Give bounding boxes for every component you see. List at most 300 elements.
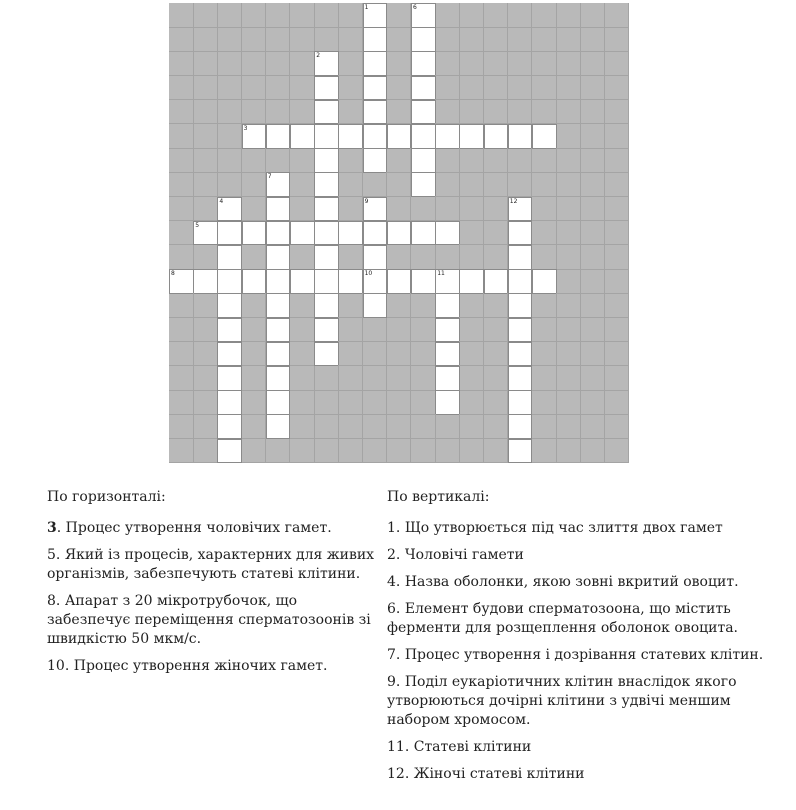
crossword-cell-blocked	[411, 414, 436, 439]
crossword-cell-blocked	[169, 3, 194, 28]
crossword-cell-blocked	[242, 76, 267, 101]
down-clue-2	[387, 546, 787, 565]
crossword-cell-blocked	[508, 148, 533, 173]
crossword-cell-input[interactable]	[314, 100, 339, 125]
crossword-cell-blocked	[314, 27, 339, 52]
crossword-cell-input[interactable]	[242, 221, 267, 246]
crossword-cell-blocked	[387, 414, 412, 439]
crossword-cell-blocked	[484, 3, 509, 28]
crossword-cell-blocked	[242, 318, 267, 343]
crossword-cell-input[interactable]	[314, 342, 339, 367]
crossword-cell-input[interactable]	[217, 197, 242, 222]
crossword-cell-blocked	[363, 318, 388, 343]
crossword-cell-blocked	[217, 51, 242, 76]
crossword-cell-input[interactable]	[266, 342, 291, 367]
crossword-cell-blocked	[532, 100, 557, 125]
crossword-cell-blocked	[532, 76, 557, 101]
crossword-cell-input[interactable]	[363, 76, 388, 101]
crossword-cell-blocked	[169, 27, 194, 52]
clue-number: 10	[47, 658, 65, 674]
crossword-cell-blocked	[290, 100, 315, 125]
crossword-cell-input[interactable]	[363, 51, 388, 76]
crossword-cell-input[interactable]	[411, 76, 436, 101]
down-clues	[387, 488, 787, 792]
down-heading: По вертикалі:	[387, 489, 490, 505]
crossword-cell-blocked	[193, 342, 218, 367]
crossword-cell-blocked	[459, 390, 484, 415]
crossword-cell-blocked	[290, 27, 315, 52]
crossword-cell-blocked	[435, 100, 460, 125]
crossword-cell-blocked	[580, 293, 605, 318]
crossword-cell-blocked	[556, 245, 581, 270]
crossword-cell-input[interactable]	[508, 293, 533, 318]
crossword-cell-blocked	[193, 148, 218, 173]
crossword-cell-input[interactable]	[338, 221, 363, 246]
crossword-cell-blocked	[556, 100, 581, 125]
crossword-cell-input[interactable]	[363, 124, 388, 149]
crossword-cell-blocked	[387, 148, 412, 173]
clue-number: 9	[387, 674, 396, 690]
cell-number-label: 2	[316, 52, 321, 60]
crossword-cell-input[interactable]	[363, 27, 388, 52]
across-clue-10	[47, 657, 377, 676]
crossword-cell-blocked	[338, 293, 363, 318]
crossword-cell-blocked	[290, 148, 315, 173]
crossword-cell-blocked	[338, 100, 363, 125]
crossword-cell-input[interactable]	[508, 245, 533, 270]
across-clue-5	[47, 546, 377, 584]
crossword-cell-input[interactable]	[266, 221, 291, 246]
crossword-cell-blocked	[532, 172, 557, 197]
crossword-cell-blocked	[193, 414, 218, 439]
crossword-cell-input[interactable]	[508, 197, 533, 222]
crossword-cell-input[interactable]	[242, 269, 267, 294]
crossword-cell-input[interactable]	[314, 245, 339, 270]
clue-number: 6	[387, 601, 396, 617]
crossword-cell-blocked	[290, 76, 315, 101]
crossword-cell-input[interactable]	[338, 269, 363, 294]
cell-number-label: 8	[171, 270, 175, 278]
crossword-cell-blocked	[338, 342, 363, 367]
crossword-cell-input[interactable]	[314, 221, 339, 246]
crossword-cell-blocked	[508, 51, 533, 76]
crossword-cell-input[interactable]	[484, 269, 509, 294]
crossword-cell-blocked	[338, 197, 363, 222]
crossword-cell-blocked	[193, 293, 218, 318]
crossword-cell-blocked	[217, 172, 242, 197]
crossword-cell-input[interactable]	[532, 269, 557, 294]
crossword-cell-blocked	[193, 390, 218, 415]
cell-number-label: 12	[509, 197, 518, 205]
crossword-cell-input[interactable]	[266, 318, 291, 343]
crossword-cell-blocked	[411, 390, 436, 415]
cell-number-label: 7	[267, 173, 272, 181]
crossword-cell-blocked	[242, 100, 267, 125]
crossword-cell-blocked	[484, 221, 509, 246]
crossword-cell-input[interactable]	[217, 390, 242, 415]
down-clue-12	[387, 765, 787, 784]
crossword-cell-input[interactable]	[508, 342, 533, 367]
crossword-cell-input[interactable]	[266, 124, 291, 149]
crossword-cell-blocked	[532, 318, 557, 343]
crossword-cell-blocked	[290, 366, 315, 391]
crossword-cell-blocked	[484, 439, 509, 464]
crossword-cell-blocked	[484, 414, 509, 439]
crossword-cell-blocked	[193, 245, 218, 270]
cell-number-label: 1	[364, 4, 369, 11]
crossword-cell-blocked	[532, 221, 557, 246]
crossword-cell-blocked	[169, 439, 194, 464]
down-clue-4	[387, 573, 787, 592]
crossword-cell-blocked	[508, 100, 533, 125]
crossword-cell-blocked	[580, 148, 605, 173]
crossword-cell-blocked	[556, 366, 581, 391]
crossword-cell-blocked	[459, 221, 484, 246]
crossword-cell-input[interactable]	[459, 124, 484, 149]
clue-number: 8	[47, 593, 56, 609]
crossword-cell-blocked	[193, 76, 218, 101]
crossword-cell-blocked	[532, 51, 557, 76]
crossword-cell-blocked	[338, 318, 363, 343]
crossword-cell-blocked	[532, 148, 557, 173]
crossword-cell-blocked	[169, 342, 194, 367]
crossword-cell-blocked	[217, 148, 242, 173]
crossword-cell-blocked	[242, 172, 267, 197]
crossword-cell-blocked	[484, 197, 509, 222]
crossword-cell-input[interactable]	[363, 245, 388, 270]
crossword-cell-blocked	[242, 245, 267, 270]
crossword-cell-blocked	[605, 245, 630, 270]
crossword-cell-input[interactable]	[363, 197, 388, 222]
crossword-cell-input[interactable]	[363, 293, 388, 318]
crossword-cell-input[interactable]	[314, 197, 339, 222]
crossword-cell-blocked	[387, 390, 412, 415]
down-clue-1	[387, 519, 787, 538]
crossword-cell-input[interactable]	[411, 51, 436, 76]
crossword-cell-input[interactable]	[484, 124, 509, 149]
crossword-cell-blocked	[605, 197, 630, 222]
crossword-cell-blocked	[169, 318, 194, 343]
crossword-cell-input[interactable]	[314, 148, 339, 173]
crossword-cell-blocked	[338, 245, 363, 270]
crossword-cell-blocked	[169, 414, 194, 439]
crossword-cell-input[interactable]	[290, 124, 315, 149]
crossword-cell-input[interactable]	[217, 318, 242, 343]
crossword-cell-blocked	[556, 390, 581, 415]
crossword-cell-input[interactable]	[314, 76, 339, 101]
clue-number: 3	[47, 520, 57, 536]
crossword-cell-input[interactable]	[387, 221, 412, 246]
crossword-cell-blocked	[580, 197, 605, 222]
crossword-cell-blocked	[605, 76, 630, 101]
crossword-cell-input[interactable]	[314, 124, 339, 149]
crossword-cell-input[interactable]	[508, 414, 533, 439]
crossword-cell-input[interactable]	[435, 269, 460, 294]
clue-text: . Процес утворення жіночих гамет.	[64, 658, 328, 674]
crossword-cell-blocked	[532, 390, 557, 415]
crossword-cell-input[interactable]	[363, 221, 388, 246]
crossword-cell-blocked	[605, 342, 630, 367]
crossword-cell-input[interactable]	[508, 366, 533, 391]
crossword-cell-input[interactable]	[508, 439, 533, 464]
crossword-cell-blocked	[217, 124, 242, 149]
crossword-cell-input[interactable]	[217, 414, 242, 439]
crossword-cell-input[interactable]	[314, 269, 339, 294]
crossword-cell-input[interactable]	[217, 269, 242, 294]
crossword-cell-blocked	[435, 414, 460, 439]
down-clue-list	[387, 519, 787, 784]
crossword-cell-blocked	[266, 27, 291, 52]
clue-number: 11	[387, 739, 405, 755]
crossword-cell-blocked	[508, 172, 533, 197]
crossword-cell-blocked	[435, 27, 460, 52]
crossword-cell-blocked	[338, 3, 363, 28]
crossword-cell-blocked	[484, 148, 509, 173]
crossword-cell-input[interactable]	[290, 221, 315, 246]
crossword-cell-input[interactable]	[459, 269, 484, 294]
crossword-cell-input[interactable]	[193, 221, 218, 246]
crossword-cell-blocked	[605, 390, 630, 415]
crossword-cell-input[interactable]	[435, 366, 460, 391]
crossword-cell-blocked	[314, 414, 339, 439]
crossword-cell-input[interactable]	[266, 366, 291, 391]
crossword-cell-blocked	[532, 197, 557, 222]
crossword-cell-blocked	[411, 366, 436, 391]
crossword-cell-blocked	[556, 414, 581, 439]
crossword-cell-input[interactable]	[217, 221, 242, 246]
crossword-cell-input[interactable]	[266, 197, 291, 222]
crossword-cell-input[interactable]	[411, 3, 436, 28]
crossword-cell-blocked	[556, 172, 581, 197]
down-clue-7	[387, 646, 787, 665]
crossword-cell-input[interactable]	[242, 124, 267, 149]
crossword-cell-input[interactable]	[266, 172, 291, 197]
crossword-cell-blocked	[484, 318, 509, 343]
crossword-cell-input[interactable]	[532, 124, 557, 149]
crossword-cell-blocked	[605, 366, 630, 391]
crossword-cell-input[interactable]	[435, 342, 460, 367]
crossword-cell-blocked	[290, 245, 315, 270]
crossword-cell-blocked	[363, 342, 388, 367]
crossword-cell-input[interactable]	[193, 269, 218, 294]
crossword-cell-blocked	[459, 342, 484, 367]
crossword-cell-blocked	[290, 197, 315, 222]
crossword-cell-input[interactable]	[314, 318, 339, 343]
crossword-cell-blocked	[508, 27, 533, 52]
crossword-cell-blocked	[169, 197, 194, 222]
crossword-cell-blocked	[459, 76, 484, 101]
crossword-cell-blocked	[484, 293, 509, 318]
crossword-cell-blocked	[435, 148, 460, 173]
crossword-cell-blocked	[556, 51, 581, 76]
cell-number-label: 4	[219, 197, 224, 205]
crossword-cell-blocked	[338, 172, 363, 197]
crossword-cell-input[interactable]	[266, 414, 291, 439]
crossword-cell-blocked	[484, 100, 509, 125]
crossword-cell-input[interactable]	[435, 318, 460, 343]
crossword-cell-blocked	[556, 27, 581, 52]
crossword-cell-input[interactable]	[363, 148, 388, 173]
crossword-cell-input[interactable]	[508, 124, 533, 149]
clue-text: . Поділ еукаріотичних клітин внаслідок якого утворюються дочірні клітини з удвічі меншим набором хромосом.	[387, 674, 737, 728]
crossword-cell-input[interactable]	[314, 293, 339, 318]
crossword-cell-blocked	[459, 197, 484, 222]
crossword-cell-input[interactable]	[363, 3, 388, 28]
crossword-cell-blocked	[605, 269, 630, 294]
crossword-cell-input[interactable]	[387, 124, 412, 149]
crossword-cell-blocked	[193, 3, 218, 28]
crossword-cell-input[interactable]	[435, 390, 460, 415]
crossword-cell-blocked	[193, 197, 218, 222]
clue-text: . Жіночі статеві клітини	[404, 766, 585, 782]
crossword-cell-blocked	[556, 269, 581, 294]
crossword-cell-blocked	[387, 76, 412, 101]
cell-number-label: 11	[437, 270, 445, 278]
crossword-cell-input[interactable]	[508, 318, 533, 343]
crossword-cell-blocked	[290, 390, 315, 415]
crossword-cell-blocked	[532, 293, 557, 318]
crossword-cell-blocked	[484, 390, 509, 415]
crossword-cell-blocked	[338, 390, 363, 415]
crossword-cell-blocked	[242, 3, 267, 28]
crossword-cell-input[interactable]	[266, 293, 291, 318]
crossword-cell-blocked	[532, 439, 557, 464]
crossword-cell-blocked	[242, 366, 267, 391]
crossword-cell-blocked	[266, 51, 291, 76]
crossword-cell-input[interactable]	[290, 269, 315, 294]
crossword-cell-blocked	[387, 197, 412, 222]
crossword-cell-input[interactable]	[508, 221, 533, 246]
crossword-cell-blocked	[338, 76, 363, 101]
across-heading: По горизонталі:	[47, 489, 166, 505]
crossword-cell-input[interactable]	[217, 342, 242, 367]
crossword-cell-input[interactable]	[411, 27, 436, 52]
crossword-cell-blocked	[459, 366, 484, 391]
crossword-cell-input[interactable]	[266, 269, 291, 294]
crossword-cell-input[interactable]	[435, 221, 460, 246]
crossword-cell-input[interactable]	[338, 124, 363, 149]
crossword-cell-blocked	[556, 293, 581, 318]
crossword-cell-blocked	[242, 439, 267, 464]
crossword-cell-input[interactable]	[169, 269, 194, 294]
crossword-cell-blocked	[169, 100, 194, 125]
crossword-cell-input[interactable]	[435, 124, 460, 149]
cell-number-label: 6	[413, 4, 417, 11]
crossword-cell-blocked	[435, 51, 460, 76]
down-clue-6	[387, 600, 787, 638]
crossword-cell-input[interactable]	[217, 245, 242, 270]
crossword-cell-blocked	[193, 51, 218, 76]
crossword-cell-blocked	[580, 27, 605, 52]
crossword-cell-blocked	[435, 3, 460, 28]
crossword-cell-blocked	[314, 439, 339, 464]
crossword-cell-blocked	[484, 172, 509, 197]
crossword-cell-blocked	[290, 51, 315, 76]
crossword-cell-blocked	[459, 414, 484, 439]
clue-text: . Який із процесів, характерних для живих організмів, забезпечують статеві клітини.	[47, 547, 375, 582]
crossword-cell-blocked	[605, 148, 630, 173]
crossword-cell-blocked	[169, 148, 194, 173]
crossword-cell-blocked	[484, 366, 509, 391]
crossword-cell-input[interactable]	[217, 366, 242, 391]
crossword-cell-blocked	[532, 27, 557, 52]
crossword-cell-input[interactable]	[508, 390, 533, 415]
crossword-cell-input[interactable]	[314, 172, 339, 197]
crossword-cell-blocked	[387, 51, 412, 76]
crossword-cell-blocked	[484, 76, 509, 101]
crossword-cell-blocked	[193, 366, 218, 391]
crossword-cell-blocked	[290, 3, 315, 28]
crossword-cell-blocked	[266, 439, 291, 464]
crossword-cell-blocked	[580, 439, 605, 464]
crossword-cell-blocked	[435, 76, 460, 101]
crossword-cell-blocked	[556, 318, 581, 343]
crossword-cell-input[interactable]	[217, 439, 242, 464]
crossword-cell-blocked	[556, 124, 581, 149]
crossword-cell-blocked	[605, 221, 630, 246]
crossword-cell-blocked	[169, 245, 194, 270]
crossword-cell-input[interactable]	[387, 269, 412, 294]
crossword-cell-input[interactable]	[435, 293, 460, 318]
crossword-cell-input[interactable]	[363, 100, 388, 125]
crossword-cell-input[interactable]	[266, 390, 291, 415]
crossword-cell-blocked	[242, 414, 267, 439]
crossword-cell-blocked	[169, 366, 194, 391]
clue-text: . Статеві клітини	[404, 739, 532, 755]
crossword-cell-blocked	[169, 124, 194, 149]
crossword-cell-input[interactable]	[363, 269, 388, 294]
crossword-cell-input[interactable]	[411, 148, 436, 173]
crossword-cell-blocked	[169, 390, 194, 415]
crossword-cell-blocked	[217, 76, 242, 101]
cell-number-label: 5	[195, 221, 200, 229]
crossword-cell-input[interactable]	[508, 269, 533, 294]
down-clue-11	[387, 738, 787, 757]
crossword-cell-blocked	[169, 172, 194, 197]
crossword-cell-blocked	[338, 51, 363, 76]
crossword-cell-blocked	[605, 51, 630, 76]
crossword-cell-blocked	[435, 197, 460, 222]
crossword-cell-blocked	[580, 172, 605, 197]
crossword-cell-input[interactable]	[411, 172, 436, 197]
crossword-cell-blocked	[459, 172, 484, 197]
crossword-cell-blocked	[387, 27, 412, 52]
clue-number: 12	[387, 766, 405, 782]
crossword-cell-blocked	[605, 293, 630, 318]
crossword-cell-blocked	[411, 293, 436, 318]
crossword-cell-blocked	[605, 414, 630, 439]
crossword-cell-blocked	[242, 27, 267, 52]
crossword-cell-input[interactable]	[266, 245, 291, 270]
crossword-cell-input[interactable]	[411, 100, 436, 125]
crossword-cell-blocked	[459, 100, 484, 125]
crossword-cell-input[interactable]	[314, 51, 339, 76]
crossword-cell-input[interactable]	[411, 124, 436, 149]
crossword-cell-input[interactable]	[217, 293, 242, 318]
crossword-cell-blocked	[169, 51, 194, 76]
crossword-cell-blocked	[387, 439, 412, 464]
crossword-cell-input[interactable]	[411, 269, 436, 294]
crossword-cell-blocked	[266, 148, 291, 173]
across-clue-3	[47, 519, 377, 538]
crossword-cell-blocked	[193, 439, 218, 464]
crossword-cell-blocked	[580, 414, 605, 439]
crossword-cell-input[interactable]	[411, 221, 436, 246]
crossword-cell-blocked	[580, 51, 605, 76]
crossword-cell-blocked	[242, 148, 267, 173]
crossword-cell-blocked	[484, 27, 509, 52]
crossword-cell-blocked	[580, 221, 605, 246]
